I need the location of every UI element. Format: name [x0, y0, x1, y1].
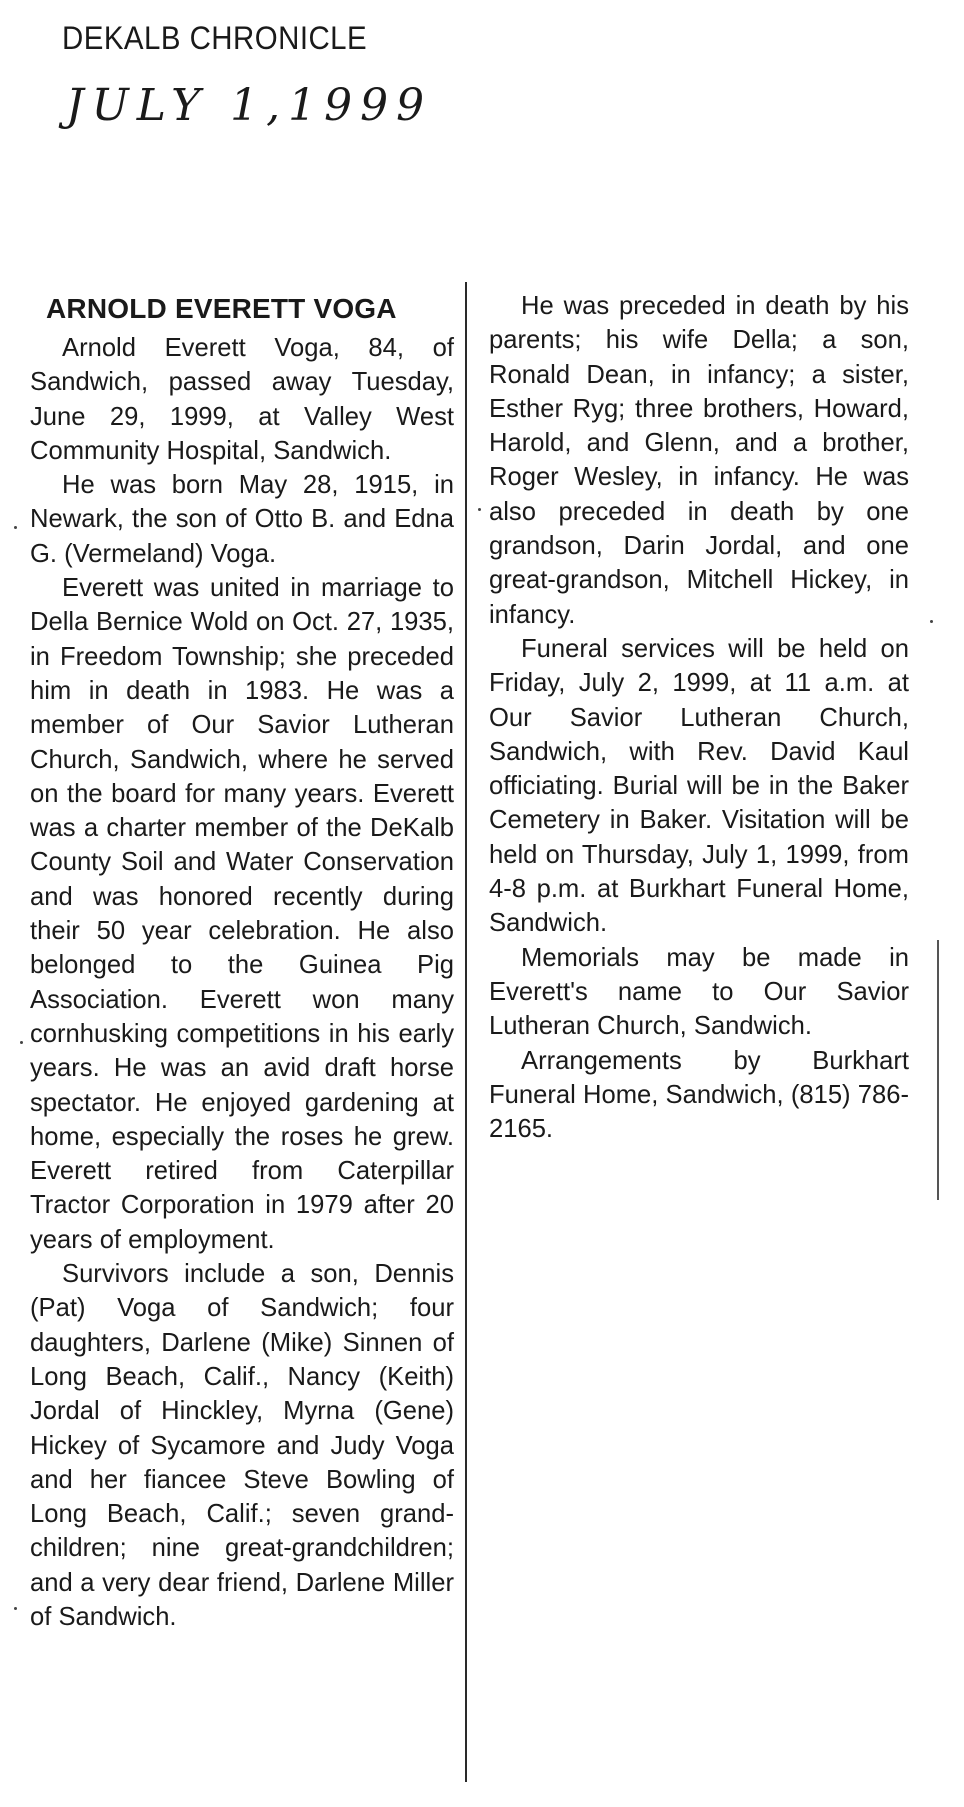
paragraph-funeral: Funeral services will be held on Friday, July 2, 1999, at 11 a.m. at Our Savior Lutheran Church, Sandwich, with Rev. David Kaul officiating. Burial will be in the Baker Cemetery in Baker. Visitation will be held on Thursday, July 1, 1999, from 4-8 p.m. at Burkhart Funeral Home, Sandwich. [489, 634, 909, 938]
masthead: DEKALB CHRONICLE [62, 20, 368, 56]
scan-speck [478, 508, 481, 511]
paragraph-preceded: He was preceded in death by his parents; his wife Della; a son, Ronald Dean, in infancy; a sister, Esther Ryg; three brothers, Howard, Harold, and Glenn, and a brother, Roger Wesley, in infancy. He was also preceded in death by one grandson, Darin Jordal, and one great-grandson, Mitchell Hickey, in infancy. [489, 292, 909, 629]
scan-speck [930, 620, 933, 623]
handwritten-date: JULY 1,1999 [66, 80, 433, 131]
scan-speck [14, 526, 17, 529]
paragraph-birth: He was born May 28, 1915, in Newark, the son of Otto B. and Edna G. (Vermeland) Voga. [30, 471, 454, 568]
left-column [30, 331, 454, 1634]
paragraph-arrangements: Arrangements by Burkhart Funeral Home, Sandwich, (815) 786-2165. [489, 1046, 909, 1144]
right-column [489, 289, 909, 1146]
scan-speck [20, 1041, 23, 1044]
paragraph-memorials: Memorials may be made in Everett's name to Our Savior Lutheran Church, Sandwich. [489, 943, 909, 1041]
paragraph-life: Everett was united in marriage to Della Bernice Wold on Oct. 27, 1935, in Freedom Township; she preceded him in death in 1983. He was a member of Our Savior Lutheran Church, Sandwich, where he served on the board for many years. Everett was a charter member of the DeKalb County Soil and Water Conservation and was honored recently during their 50 year celebration. He also belonged to the Guinea Pig Association. Everett won many cornhusking competitions in his early years. He was an avid draft horse spectator. He enjoyed gardening at home, especially the roses he grew. Everett retired from Caterpillar Tractor Corporation in 1979 after 20 years of employment. [30, 574, 454, 1254]
paragraph-death-notice: Arnold Everett Voga, 84, of Sandwich, passed away Tuesday, June 29, 1999, at Valley West Community Hospital, Sandwich. [30, 334, 454, 465]
paragraph-survivors: Survivors include a son, Dennis (Pat) Voga of Sandwich; four daughters, Darlene (Mike) Sinnen of Long Beach, Calif., Nancy (Keith) Jordal of Hinckley, Myrna (Gene) Hickey of Sycamore and Judy Voga and her fiancee Steve Bowling of Long Beach, Calif.; seven grandchildren; nine great-grandchildren; and a very dear friend, Darlene Miller of Sandwich. [30, 1260, 454, 1631]
column-divider [465, 282, 467, 1782]
scan-speck [14, 1607, 17, 1610]
right-edge-rule [937, 940, 939, 1200]
obituary-headline: ARNOLD EVERETT VOGA [46, 293, 397, 324]
